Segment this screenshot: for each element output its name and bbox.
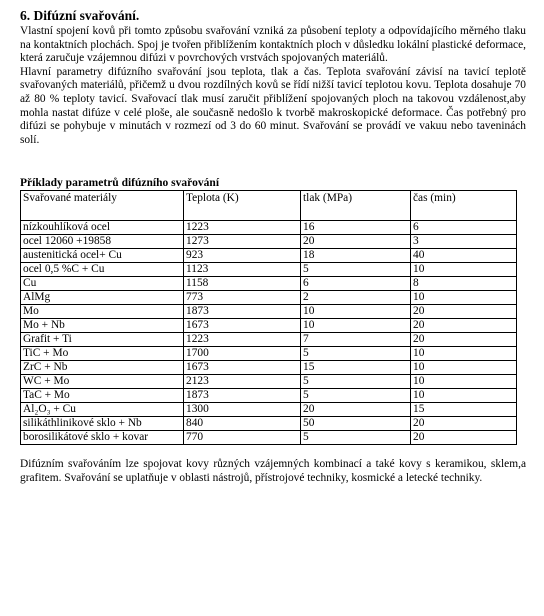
cell-pressure: 20	[301, 403, 411, 417]
table-row	[21, 305, 517, 319]
column-header-pressure: tlak (MPa)	[301, 191, 411, 221]
cell-temperature: 1223	[184, 333, 301, 347]
cell-time: 3	[411, 235, 517, 249]
table-row	[21, 319, 517, 333]
section-heading: 6. Difúzní svařování.	[20, 8, 140, 23]
table-title: Příklady parametrů difúzního svařování	[20, 177, 220, 190]
cell-pressure: 5	[301, 389, 411, 403]
cell-temperature: 1223	[184, 221, 301, 235]
cell-pressure: 5	[301, 263, 411, 277]
table-row	[21, 389, 517, 403]
table-header-row	[21, 191, 517, 221]
table-row	[21, 249, 517, 263]
cell-time: 6	[411, 221, 517, 235]
table-row	[21, 235, 517, 249]
cell-temperature: 1273	[184, 235, 301, 249]
cell-pressure: 15	[301, 361, 411, 375]
cell-pressure: 20	[301, 235, 411, 249]
parameters-table	[20, 190, 517, 445]
cell-time: 10	[411, 361, 517, 375]
cell-temperature: 1673	[184, 319, 301, 333]
cell-material: ocel 0,5 %C + Cu	[21, 263, 184, 277]
cell-material: TaC + Mo	[21, 389, 184, 403]
cell-material: Cu	[21, 277, 184, 291]
cell-temperature: 1158	[184, 277, 301, 291]
cell-pressure: 16	[301, 221, 411, 235]
parameters-paragraph: Hlavní parametry difúzního svařování jsou teplota, tlak a čas. Teplota svařování závisí na tavicí teplotě svařovaných materiálů, přičemž u dvou rozdílných kovů se řídí nižší tavicí teplotou kovu. Teplota dosahuje 70 až 80 % teploty tavicí. Svařovací tlak musí zaručit přiblížení spojovaných ploch na takovou vzdálenost,aby mohla nastat difúze v celé ploše, ale současně nedošlo k tvorbě makroskopické deformace. Čas potřebný pro difúzi se pohybuje v minutách v rozmezí od 3 do 60 minut. Svařování se provádí ve vakuu nebo taveninách solí.	[20, 65, 526, 146]
cell-temperature: 2123	[184, 375, 301, 389]
cell-time: 40	[411, 249, 517, 263]
cell-temperature: 773	[184, 291, 301, 305]
cell-temperature: 840	[184, 417, 301, 431]
cell-temperature: 923	[184, 249, 301, 263]
cell-material: austenitická ocel+ Cu	[21, 249, 184, 263]
table-row	[21, 333, 517, 347]
cell-pressure: 5	[301, 375, 411, 389]
cell-material: ocel 12060 +19858	[21, 235, 184, 249]
table-row	[21, 263, 517, 277]
cell-material: Mo	[21, 305, 184, 319]
column-header-temperature: Teplota (K)	[184, 191, 301, 221]
intro-paragraph: Vlastní spojení kovů při tomto způsobu svařování vzniká za působení teploty a odpovídajícího měrného tlaku na kontaktních plochách. Spoj je tvořen přiblížením kontaktních ploch v důsledku lokální plastické deformace, která zaručuje vzájemnou difúzi v povrchových vrstvách spojovaných materiálů.	[20, 25, 526, 65]
cell-pressure: 2	[301, 291, 411, 305]
cell-material: nízkouhlíková ocel	[21, 221, 184, 235]
cell-time: 8	[411, 277, 517, 291]
table-row	[21, 277, 517, 291]
cell-time: 15	[411, 403, 517, 417]
cell-material: Mo + Nb	[21, 319, 184, 333]
cell-time: 10	[411, 347, 517, 361]
cell-material: WC + Mo	[21, 375, 184, 389]
cell-pressure: 50	[301, 417, 411, 431]
cell-pressure: 7	[301, 333, 411, 347]
cell-temperature: 1123	[184, 263, 301, 277]
table-row	[21, 291, 517, 305]
cell-temperature: 1673	[184, 361, 301, 375]
spacer	[20, 147, 526, 177]
cell-time: 20	[411, 305, 517, 319]
cell-pressure: 6	[301, 277, 411, 291]
cell-time: 20	[411, 333, 517, 347]
cell-time: 10	[411, 263, 517, 277]
cell-time: 20	[411, 417, 517, 431]
closing-paragraph: Difúzním svařováním lze spojovat kovy různých vzájemných kombinací a také kovy s keramikou, sklem,a grafitem. Svařování se uplatňuje v oblasti nástrojů, přístrojové techniky, kosmické a letecké techniky.	[20, 458, 526, 484]
table-row	[21, 431, 517, 445]
cell-temperature: 770	[184, 431, 301, 445]
cell-temperature: 1700	[184, 347, 301, 361]
cell-pressure: 10	[301, 305, 411, 319]
cell-material: borosilikátové sklo + kovar	[21, 431, 184, 445]
cell-temperature: 1300	[184, 403, 301, 417]
cell-time: 10	[411, 389, 517, 403]
cell-time: 10	[411, 291, 517, 305]
table-row	[21, 361, 517, 375]
cell-material: AlMg	[21, 291, 184, 305]
cell-pressure: 18	[301, 249, 411, 263]
cell-pressure: 5	[301, 431, 411, 445]
column-header-time: čas (min)	[411, 191, 517, 221]
cell-material: silikáthlinikové sklo + Nb	[21, 417, 184, 431]
cell-time: 20	[411, 319, 517, 333]
cell-time: 20	[411, 431, 517, 445]
cell-material: Al₂O₃ + Cu	[21, 403, 184, 417]
table-row	[21, 417, 517, 431]
cell-temperature: 1873	[184, 389, 301, 403]
cell-material: Grafit + Ti	[21, 333, 184, 347]
table-row	[21, 347, 517, 361]
cell-material: ZrC + Nb	[21, 361, 184, 375]
column-header-materials: Svařované materiály	[21, 191, 184, 221]
cell-material: TiC + Mo	[21, 347, 184, 361]
table-row	[21, 403, 517, 417]
cell-temperature: 1873	[184, 305, 301, 319]
cell-pressure: 10	[301, 319, 411, 333]
table-row	[21, 375, 517, 389]
table-row	[21, 221, 517, 235]
cell-time: 10	[411, 375, 517, 389]
document-page	[20, 8, 526, 486]
cell-pressure: 5	[301, 347, 411, 361]
